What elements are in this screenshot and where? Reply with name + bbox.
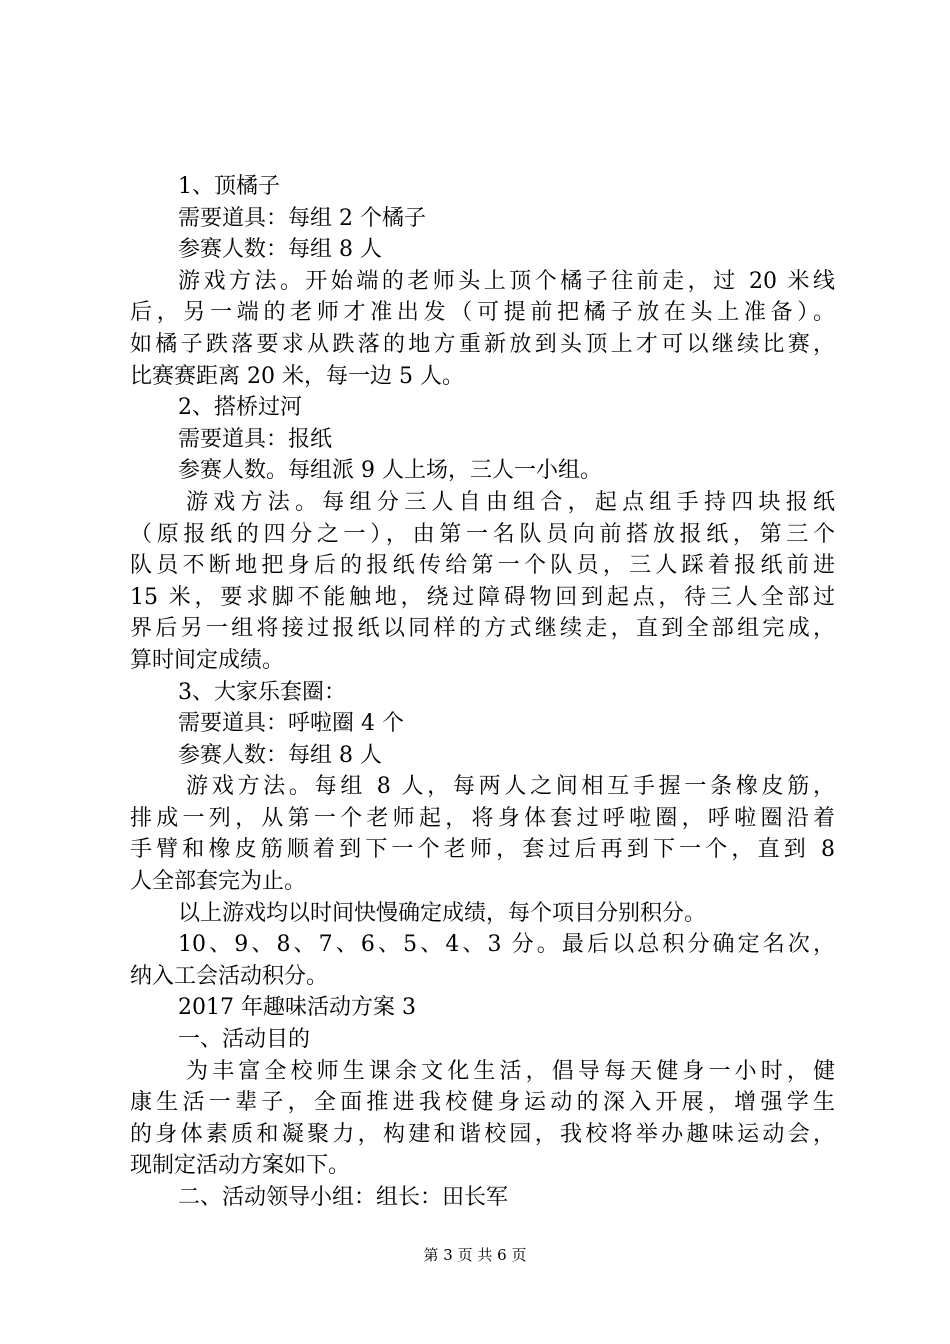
text-line: 参赛人数：每组 8 人 xyxy=(178,742,382,768)
text-line: 参赛人数：每组 8 人 xyxy=(178,237,382,263)
text-line: 纳入工会活动积分。 xyxy=(130,963,329,989)
text-line: 队员不断地把身后的报纸传给第一个队员，三人踩着报纸前进 xyxy=(130,553,835,579)
text-line: 10、9、8、7、6、5、4、3 分。最后以总积分确定名次， xyxy=(178,932,835,958)
text-line: 界后另一组将接过报纸以同样的方式继续走，直到全部组完成， xyxy=(130,616,835,642)
text-line: 3、大家乐套圈： xyxy=(178,679,346,705)
text-line: 游戏方法。开始端的老师头上顶个橘子往前走，过 20 米线 xyxy=(178,268,835,294)
text-line: 需要道具：每组 2 个橘子 xyxy=(178,205,426,231)
text-line: 人全部套完为止。 xyxy=(130,869,307,895)
text-line: 的身体素质和凝聚力，构建和谐校园，我校将举办趣味运动会， xyxy=(130,1121,835,1147)
text-line: 为丰富全校师生课余文化生活，倡导每天健身一小时，健 xyxy=(186,1058,835,1084)
text-line: 排成一列，从第一个老师起，将身体套过呼啦圈，呼啦圈沿着 xyxy=(130,805,835,831)
text-line: 以上游戏均以时间快慢确定成绩，每个项目分别积分。 xyxy=(178,900,707,926)
text-line: 1、顶橘子 xyxy=(178,174,280,199)
text-line: 算时间定成绩。 xyxy=(130,647,285,673)
text-line: 游戏方法。每组分三人自由组合，起点组手持四块报纸 xyxy=(186,489,835,515)
text-line: 后，另一端的老师才准出发（可提前把橘子放在头上准备）。 xyxy=(130,300,835,326)
text-line: 康生活一辈子，全面推进我校健身运动的深入开展，增强学生 xyxy=(130,1090,835,1116)
text-line: 2017 年趣味活动方案 3 xyxy=(178,995,416,1021)
text-line: 二、活动领导小组：组长：田长军 xyxy=(178,1185,509,1210)
text-line: 参赛人数。每组派 9 人上场，三人一小组。 xyxy=(178,458,602,484)
text-line: 需要道具：呼啦圈 4 个 xyxy=(178,711,404,737)
text-line: （原报纸的四分之一），由第一名队员向前搭放报纸，第三个 xyxy=(130,521,835,547)
text-line: 手臂和橡皮筋顺着到下一个老师，套过后再到下一个，直到 8 xyxy=(130,837,835,863)
text-line: 游戏方法。每组 8 人，每两人之间相互手握一条橡皮筋， xyxy=(186,774,835,800)
document-body xyxy=(130,171,835,1214)
text-line: 现制定活动方案如下。 xyxy=(130,1153,351,1179)
text-line: 如橘子跌落要求从跌落的地方重新放到头顶上才可以继续比赛， xyxy=(130,331,835,357)
page-footer: 第 3 页 共 6 页 xyxy=(423,1246,527,1264)
text-line: 比赛赛距离 20 米，每一边 5 人。 xyxy=(130,363,464,389)
text-line: 需要道具：报纸 xyxy=(178,426,333,452)
text-line: 一、活动目的 xyxy=(178,1027,311,1053)
text-line: 15 米，要求脚不能触地，绕过障碍物回到起点，待三人全部过 xyxy=(130,584,835,610)
text-line: 2、搭桥过河 xyxy=(178,395,302,421)
